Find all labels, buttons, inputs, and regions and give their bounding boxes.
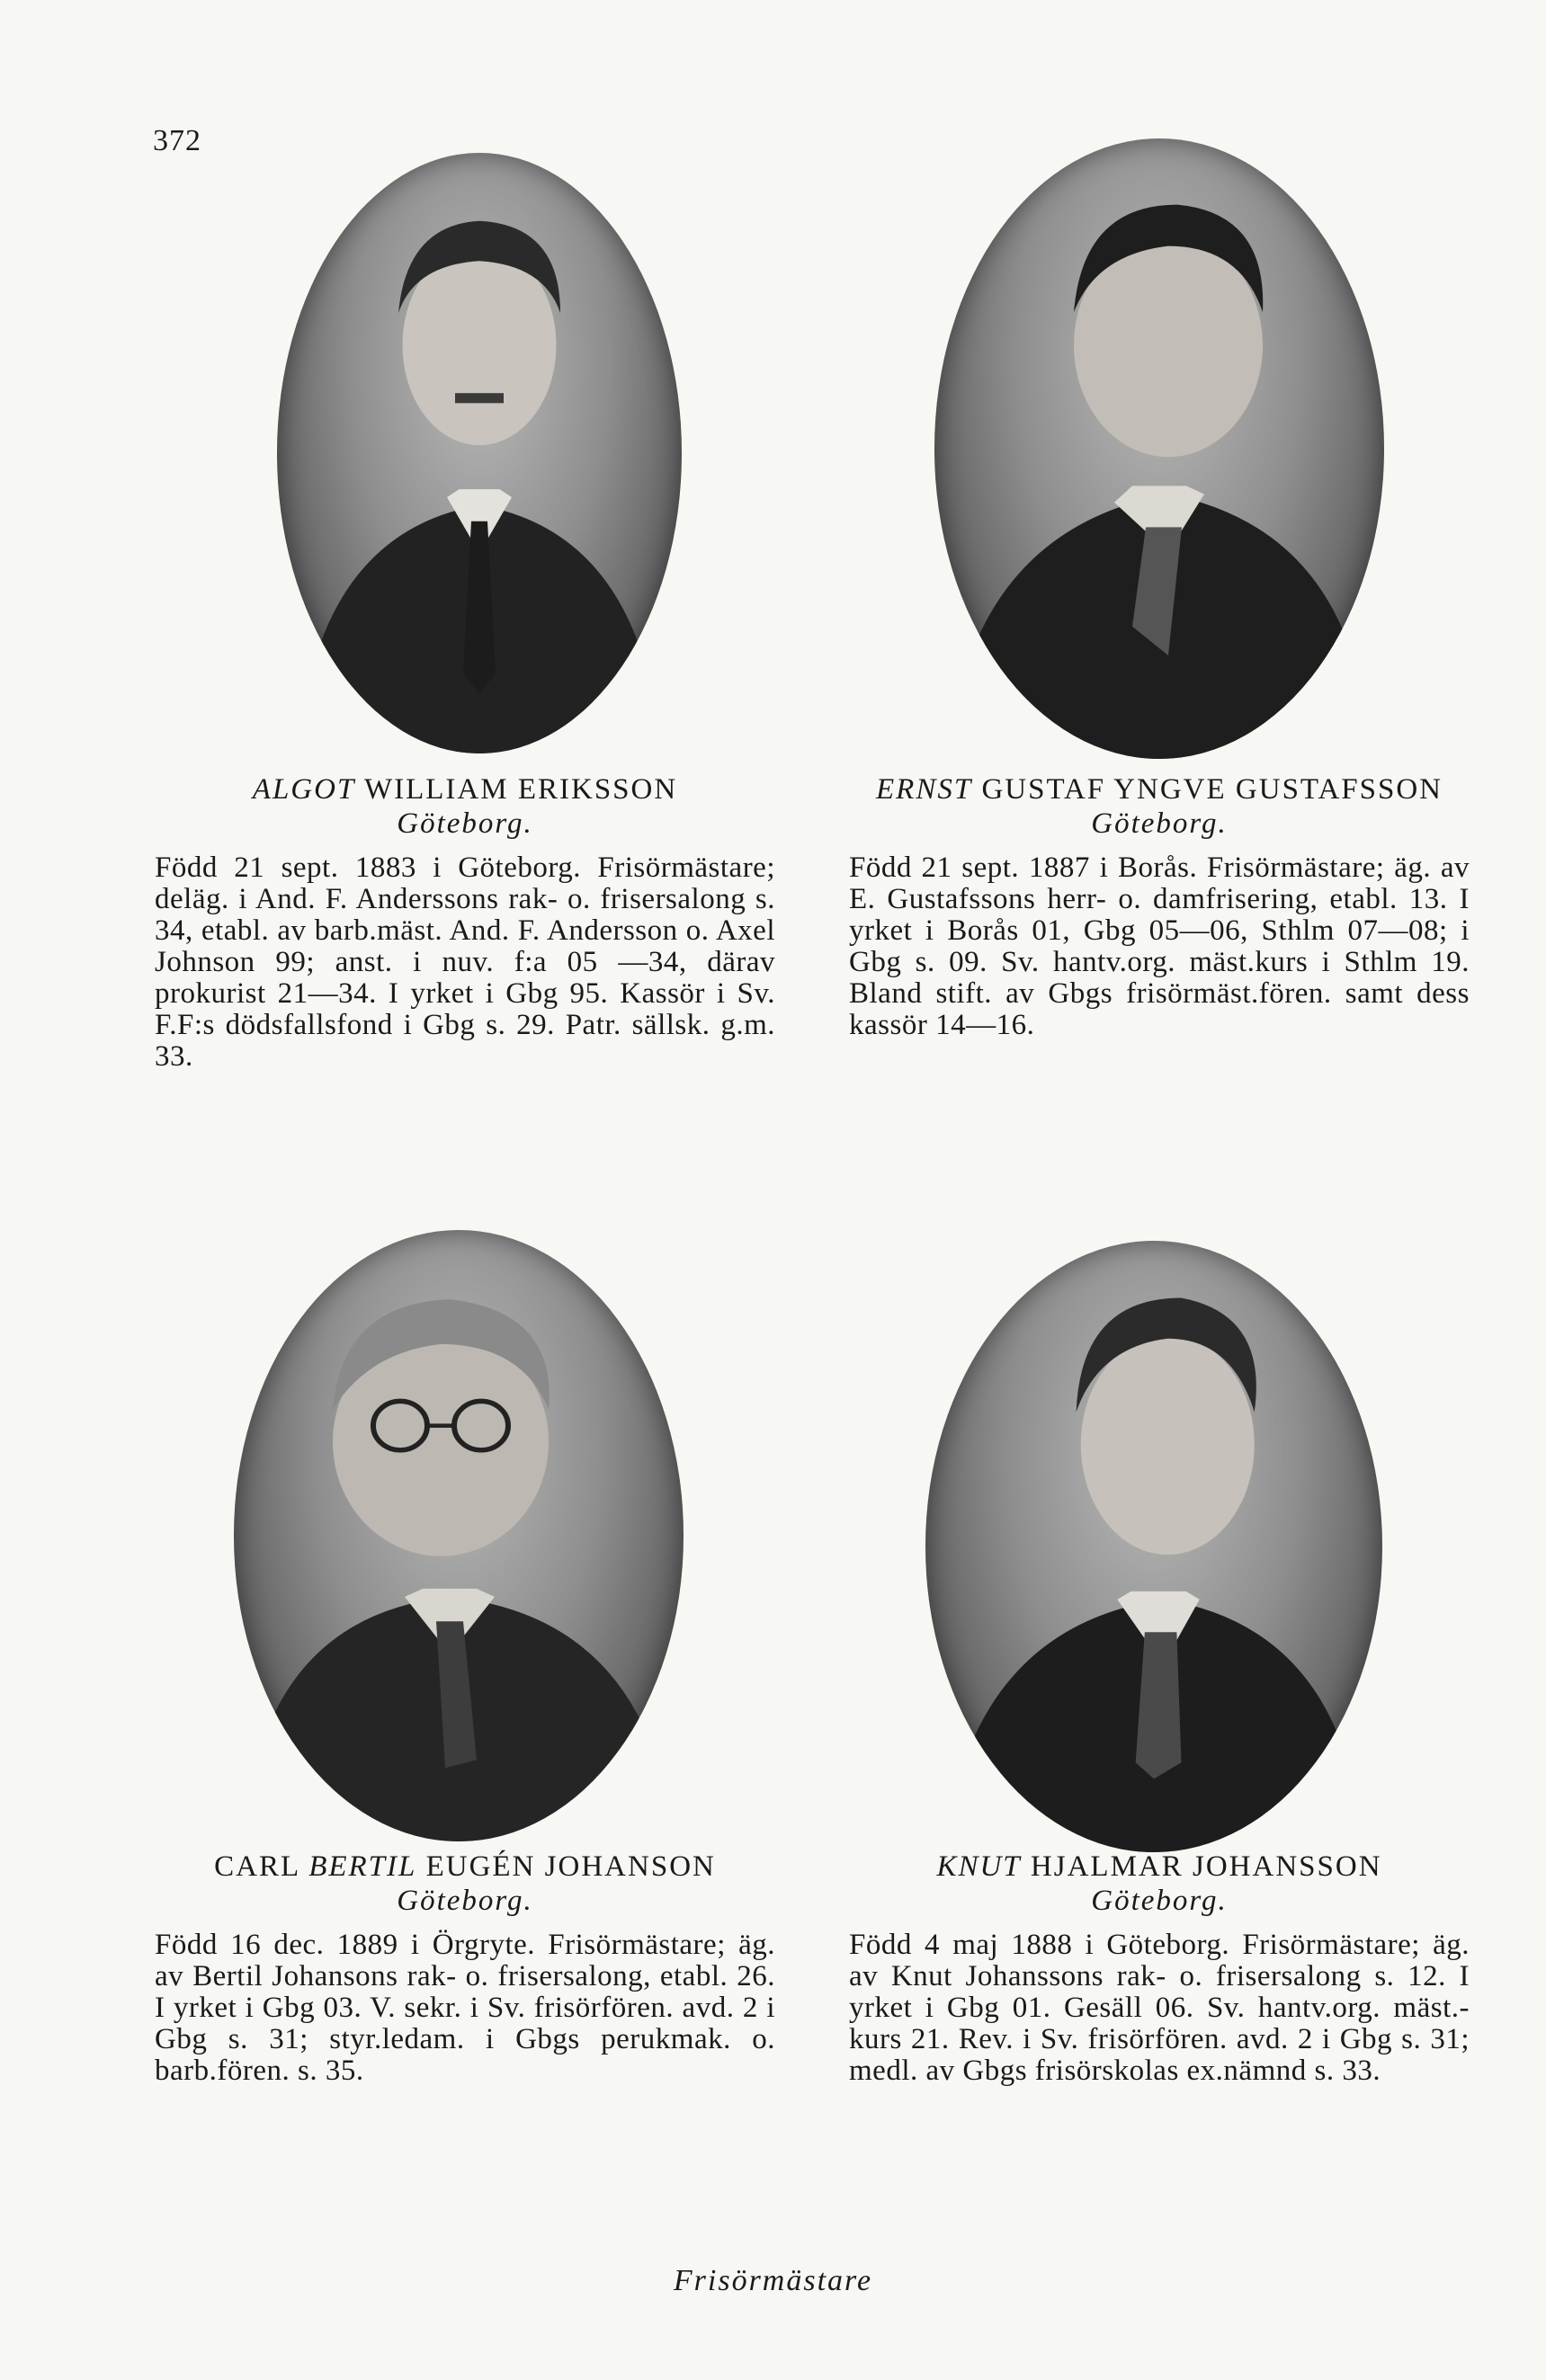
person-name [849, 1850, 1470, 1883]
city: Göteborg. [1091, 1885, 1228, 1917]
person-name [155, 773, 775, 806]
portrait-photo [925, 1241, 1382, 1852]
page-footer: Frisörmästare [673, 2264, 873, 2297]
portrait-photo [277, 153, 682, 753]
name-rest: WILLIAM ERIKSSON [363, 773, 678, 806]
biography-entry [155, 773, 775, 1073]
city: Göteborg. [397, 1885, 533, 1917]
portrait-photo [934, 138, 1384, 759]
name-pre: CARL [214, 1850, 299, 1883]
name-rest: HJALMAR JOHANSSON [1030, 1850, 1382, 1883]
name-rest: GUSTAF YNGVE GUSTAFSSON [981, 773, 1443, 806]
biography-text: Född 21 sept. 1887 i Borås. Frisörmästare; äg. av E. Gustafssons herr- o. damfrisering, etabl. 13. I yrket i Borås 01, Gbg 05—06, Sthlm 07—08; i Gbg s. 09. Sv. hantv.org. mäst.kurs i Sthlm 19. Bland stift. av Gbgs frisörmäst.fören. samt dess kassör 14—16. [849, 851, 1470, 1041]
person-name [849, 773, 1470, 806]
city: Göteborg. [1091, 807, 1228, 840]
biography-text: Född 4 maj 1888 i Göteborg. Frisörmästare; äg. av Knut Johanssons rak- o. frisersalong s. 12. I yrket i Gbg 01. Gesäll 06. Sv. hantv.org. mäst.-kurs 21. Rev. i Sv. frisörfören. avd. 2 i Gbg s. 31; medl. av Gbgs frisörskolas ex.nämnd s. 33. [849, 1929, 1470, 2087]
person-name [155, 1850, 775, 1883]
page-number: 372 [153, 124, 201, 157]
name-rest: EUGÉN JOHANSON [425, 1850, 716, 1883]
biography-entry [849, 1850, 1470, 2087]
city: Göteborg. [397, 807, 533, 840]
portrait-photo [234, 1230, 684, 1841]
name-italic: ERNST [876, 773, 973, 806]
biography-entry [849, 773, 1470, 1041]
name-italic: ALGOT [252, 773, 356, 806]
biography-text: Född 16 dec. 1889 i Örgryte. Frisörmästare; äg. av Bertil Johansons rak- o. frisersalong, etabl. 26. I yrket i Gbg 03. V. sekr. i Sv. frisörfören. avd. 2 i Gbg s. 31; styr.ledam. i Gbgs perukmak. o. barb.fören. s. 35. [155, 1929, 775, 2087]
biography-text: Född 21 sept. 1883 i Göteborg. Frisörmästare; deläg. i And. F. Anderssons rak- o. frisersalong s. 34, etabl. av barb.mäst. And. F. Andersson o. Axel Johnson 99; anst. i nuv. f:a 05 —34, därav prokurist 21—34. I yrket i Gbg 95. Kassör i Sv. F.F:s dödsfallsfond i Gbg s. 29. Patr. sällsk. g.m. 33. [155, 851, 775, 1073]
biography-entry [155, 1850, 775, 2087]
name-italic: KNUT [936, 1850, 1022, 1883]
name-italic: BERTIL [308, 1850, 417, 1883]
